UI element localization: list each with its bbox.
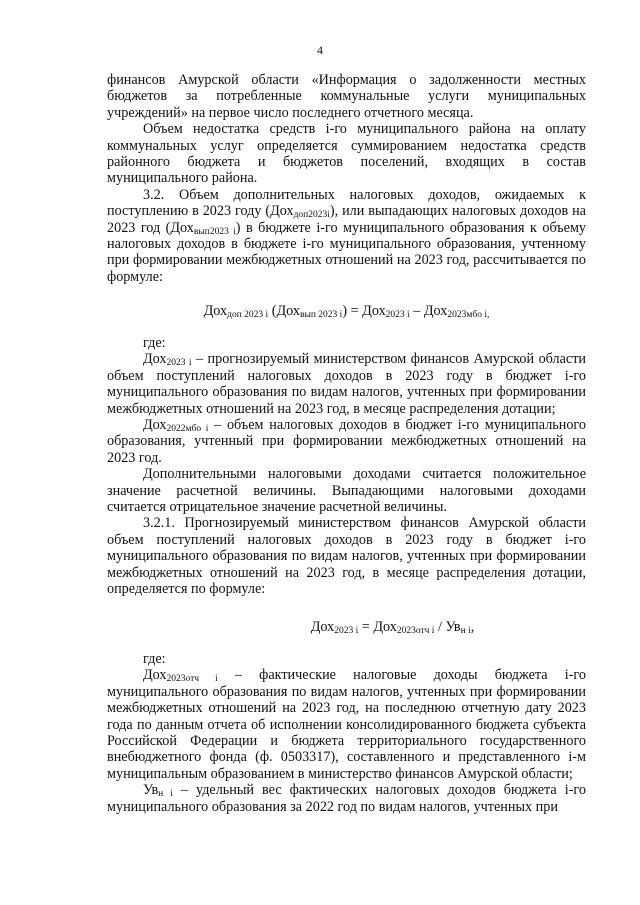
text: – фактические налоговые доходы бюджета i-го муниципального образования по видам налогов, учтенных при формировании межбюджетных отношений на 2023 год, на последнюю отчетную дату 2023 года по данным отчета об исполнении консолидированного бюджета субъекта Российской Федерации и бюджета территориального государственного внебюджетного фонда (ф. 0503317), составленного и представленного i-м муниципальным образованием в министерство финансов Амурской области; xyxy=(107,667,586,782)
subscript: 2023отч i xyxy=(166,674,218,685)
formula-text: (Дох xyxy=(268,303,300,319)
paragraph-5: 3.2.1. Прогнозируемый министерством финансов Амурской области объем поступлений налоговых доходов в 2023 году в бюджет i-го муниципального образования по видам налогов, учтенных при формировании межбюджетных отношений на 2023 год, в месяце распределения дотации, определяется по формуле: xyxy=(107,515,586,598)
subscript: вып2023 i xyxy=(193,226,236,237)
formula-text: Дох xyxy=(203,303,228,319)
formula-subscript: 2023 i xyxy=(334,626,359,636)
paragraph-4: Дополнительными налоговыми доходами считается положительное значение расчетной величины. Выпадающими налоговыми доходами считается отрицательное значение расчетной величины. xyxy=(107,466,586,516)
text: 3.2. Объем дополнительных налоговых доходов, ожидаемых к поступлению в 2023 году (Дох xyxy=(107,186,586,220)
paragraph-3 xyxy=(107,187,586,285)
formula-subscript: 2023мбо i, xyxy=(447,310,490,320)
text-block-1 xyxy=(107,72,586,285)
text-block-2 xyxy=(107,335,586,598)
definition-4 xyxy=(107,782,586,815)
formula-subscript: 2023 i xyxy=(385,310,410,320)
text: – объем налоговых доходов в бюджет i-го муниципального образования, учтенный при формировании межбюджетных отношений на 2023 год. xyxy=(107,417,586,466)
text: ) в бюджете i-го муниципального образования к объему налоговых доходов в бюджете i-го муниципального образования, учтенному при формировании межбюджетных отношений на 2023 год, рассчитывается по формуле: xyxy=(107,219,587,285)
formula-subscript: 2023отч i xyxy=(396,626,435,636)
text: Ув xyxy=(143,782,159,799)
text: Дох xyxy=(143,351,167,368)
paragraph-1: финансов Амурской области «Информация о задолженности местных бюджетов за потребленные коммунальные услуги муниципальных учреждений» на первое число последнего отчетного месяца. xyxy=(107,72,586,121)
text: – удельный вес фактических налоговых доходов бюджета i-го муниципального образования за 2022 год по видам налогов, учтенных при xyxy=(107,782,586,815)
text: Дох xyxy=(143,667,167,684)
formula-2 xyxy=(107,619,586,635)
text: – прогнозируемый министерством финансов Амурской области объем поступлений налоговых доходов в 2023 году в бюджет i-го муниципального образования по видам налогов, учтенных при формировании межбюджетных отношений на 2023 год, в месяце распределения дотации; xyxy=(107,351,587,417)
definition-2 xyxy=(107,417,586,466)
paragraph-2: Объем недостатка средств i-го муниципального района на оплату коммунальных услуг определяется суммированием недостатка средств районного бюджета и бюджетов поселений, входящих в состав муниципального района. xyxy=(107,121,586,187)
text-block-3 xyxy=(107,651,586,815)
definition-1 xyxy=(107,351,586,417)
formula-subscript: вып 2023 i xyxy=(299,310,343,320)
text: ), или выпадающих налоговых доходов на 2023 год (Дох xyxy=(107,203,586,236)
formula-text: ) = Дох xyxy=(342,303,386,319)
formula-text: = Дох xyxy=(358,619,397,635)
formula-text: – Дох xyxy=(409,303,448,319)
subscript: н i xyxy=(158,789,173,800)
formula-subscript: н i xyxy=(460,626,471,636)
subscript: 2022мбо i xyxy=(166,424,209,435)
text: Дох xyxy=(143,417,167,434)
where-label: где: xyxy=(143,651,166,667)
formula-1 xyxy=(107,303,586,319)
subscript: 2023 i xyxy=(166,358,192,369)
subscript: доп2023i xyxy=(293,210,330,221)
where-label: где: xyxy=(143,335,166,351)
formula-text: Дох xyxy=(310,619,335,635)
formula-text: / Ув xyxy=(434,619,461,635)
formula-text: , xyxy=(470,619,475,635)
page-number: 4 xyxy=(317,43,323,57)
definition-3 xyxy=(107,667,586,782)
formula-subscript: доп 2023 i xyxy=(227,310,269,320)
